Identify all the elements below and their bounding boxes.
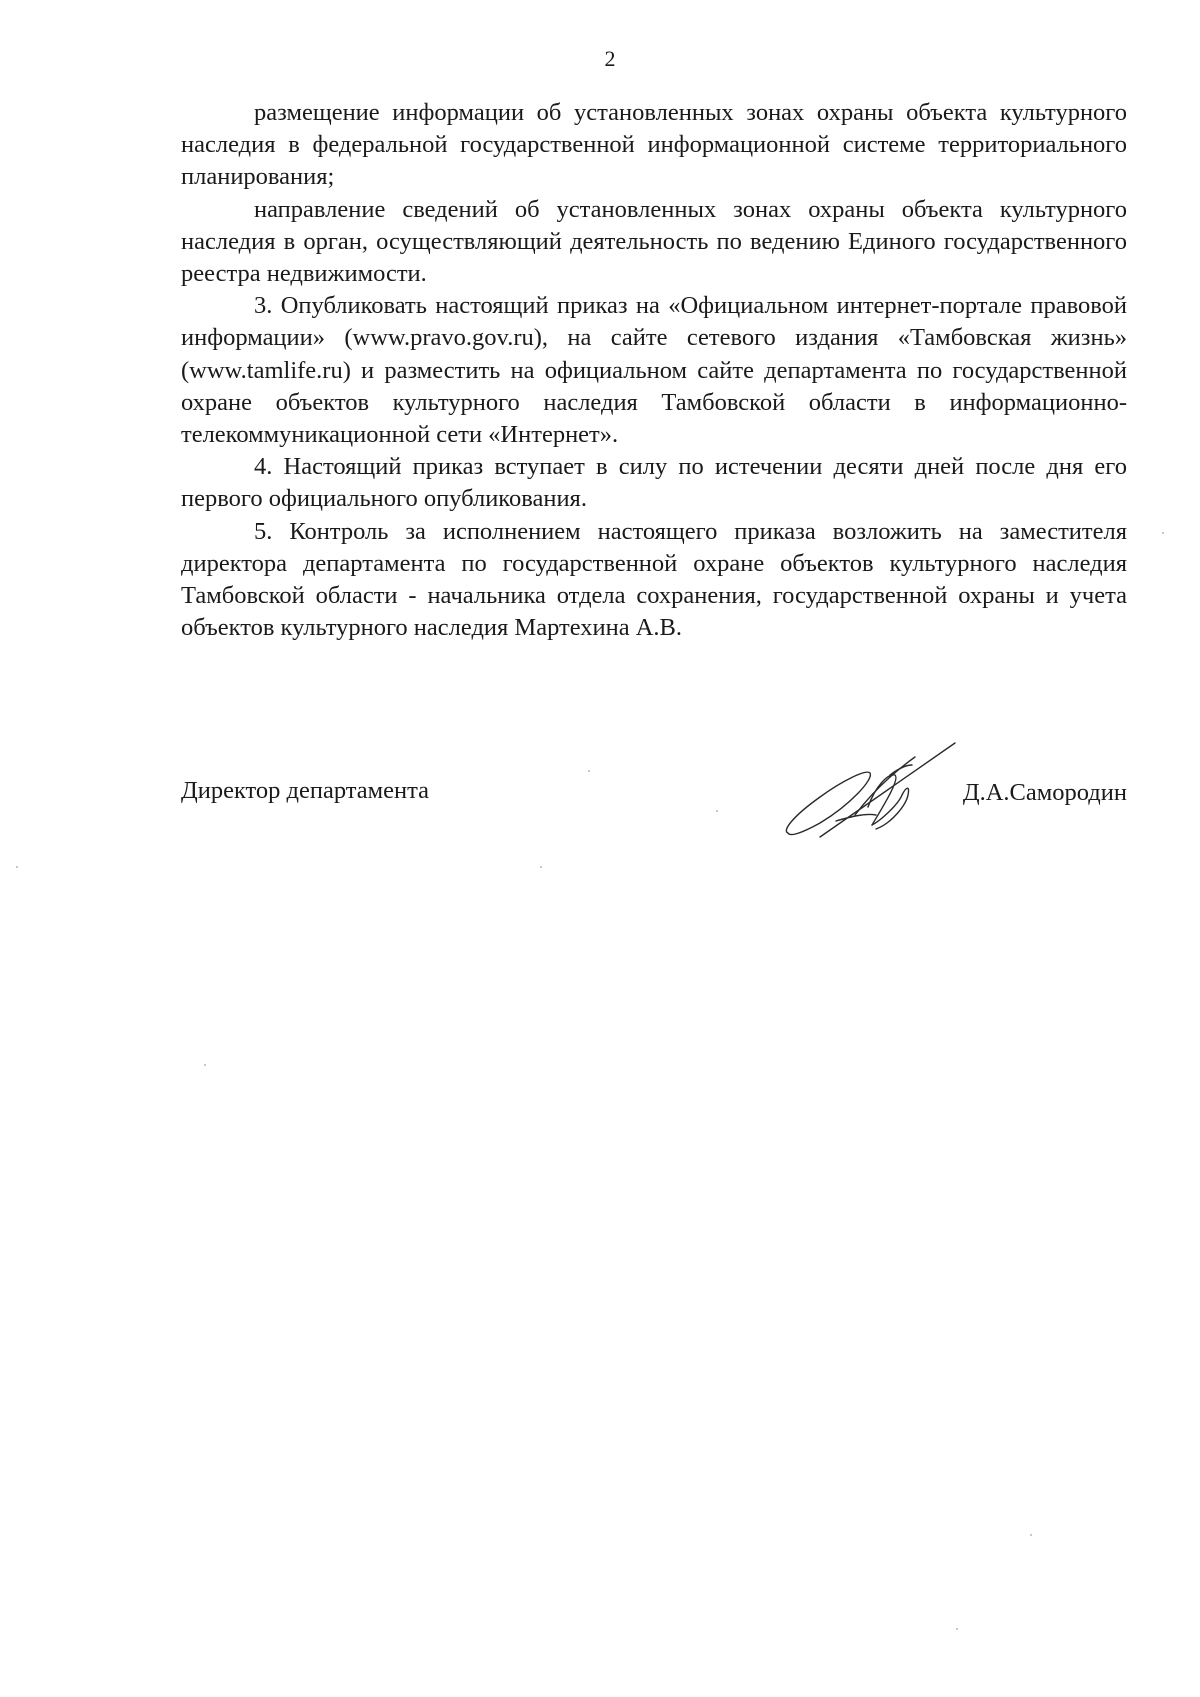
scan-speck [956, 1628, 958, 1630]
paragraph-effective-date: 4. Настоящий приказ вступает в силу по истечении десяти дней после дня его первого официального опубликования. [181, 453, 1127, 513]
signatory-title: Директор департамента [181, 777, 430, 804]
scan-speck [16, 866, 18, 868]
scan-speck [716, 810, 718, 812]
scan-speck [1030, 1534, 1032, 1536]
document-body [181, 97, 1127, 644]
paragraph-control: 5. Контроль за исполнением настоящего приказа возложить на заместителя директора департамента по государственной охране объектов культурного наследия Тамбовской области - начальника отдела сохранения, государственной охраны и учета объектов культурного наследия Мартехина А.В. [181, 517, 1127, 642]
scan-speck [540, 866, 542, 868]
scan-speck [588, 770, 590, 772]
paragraph-info-placement: размещение информации об установленных зонах охраны объекта культурного наследия в федеральной государственной информационной системе территориального планирования; [181, 99, 1127, 191]
paragraph-publication: 3. Опубликовать настоящий приказ на «Официальном интернет-портале правовой информации» (www.pravo.gov.ru), на сайте сетевого издания «Тамбовская жизнь» (www.tamlife.ru) и разместить на официальном сайте департамента по государственной охране объектов культурного наследия Тамбовской области в информационно-телекоммуникационной сети «Интернет». [181, 292, 1127, 449]
signatory-name: Д.А.Самородин [962, 779, 1127, 806]
scan-speck [1162, 532, 1164, 534]
signature-block [181, 775, 1127, 815]
page-number: 2 [604, 46, 616, 71]
paragraph-info-direction: направление сведений об установленных зонах охраны объекта культурного наследия в орган, осуществляющий деятельность по ведению Единого государственного реестра недвижимости. [181, 195, 1127, 288]
scan-speck [204, 1064, 206, 1066]
